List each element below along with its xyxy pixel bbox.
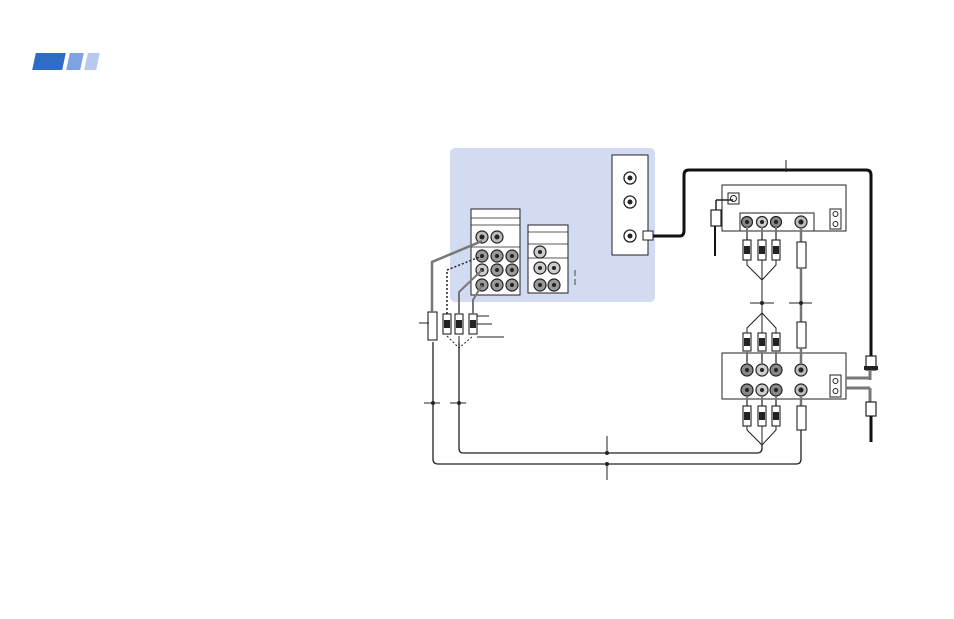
rca-plug: [758, 396, 766, 426]
s-video-plug: [428, 312, 437, 340]
upper-vcr-s-video-jack: [795, 216, 807, 228]
lower-vcr-audio-l-in-jack: [756, 364, 768, 376]
lower-vcr-audio-r-out-jack: [770, 384, 782, 396]
tv-vhf-uhf-jack: [624, 230, 636, 242]
rca-plug: [455, 314, 463, 334]
tv-output-jack: [534, 246, 546, 258]
lower-vcr-s-video-in-jack: [795, 364, 807, 376]
tv-output-jack: [548, 279, 560, 291]
antenna-connector: [711, 210, 721, 226]
rca-plug: [743, 227, 751, 260]
s-video-plug: [797, 396, 806, 430]
coaxial-connector: [864, 356, 878, 370]
tv-output-jack: [548, 262, 560, 274]
tv-video-jack: [491, 250, 503, 262]
s-video-plug: [797, 228, 806, 268]
tv-video-jack: [506, 250, 518, 262]
lower-vcr-panel: [722, 353, 846, 399]
coaxial-connector: [866, 402, 876, 416]
lower-vcr-audio-r-in-jack: [770, 364, 782, 376]
lower-vcr-s-video-out-jack: [795, 384, 807, 396]
tv-audio-left-jack: [506, 264, 518, 276]
tv-output-jack: [534, 279, 546, 291]
tv-output-jack: [534, 262, 546, 274]
rca-plug: [443, 314, 451, 334]
upper-vcr-audio-r-jack: [771, 217, 782, 228]
upper-vcr-video-out-jack: [742, 217, 753, 228]
tv-audio-right-jack: [491, 279, 503, 291]
upper-vcr-audio-l-jack: [757, 217, 768, 228]
rca-plug: [469, 314, 477, 334]
rca-plug: [743, 396, 751, 426]
tv-antenna-jack: [624, 172, 636, 184]
tv-antenna-jack: [624, 196, 636, 208]
lower-vcr-video-in-jack: [741, 364, 753, 376]
audio-video-return-cable: [459, 342, 762, 453]
lower-vcr-audio-l-out-jack: [756, 384, 768, 396]
coaxial-connector: [643, 231, 653, 240]
tv-audio-left-jack: [491, 264, 503, 276]
rca-plug: [758, 227, 766, 260]
rca-plug: [772, 227, 780, 260]
tv-audio-right-jack: [506, 279, 518, 291]
tv-s-video-jack: [491, 231, 503, 243]
rca-plug: [772, 396, 780, 426]
lower-vcr-video-out-jack: [741, 384, 753, 396]
